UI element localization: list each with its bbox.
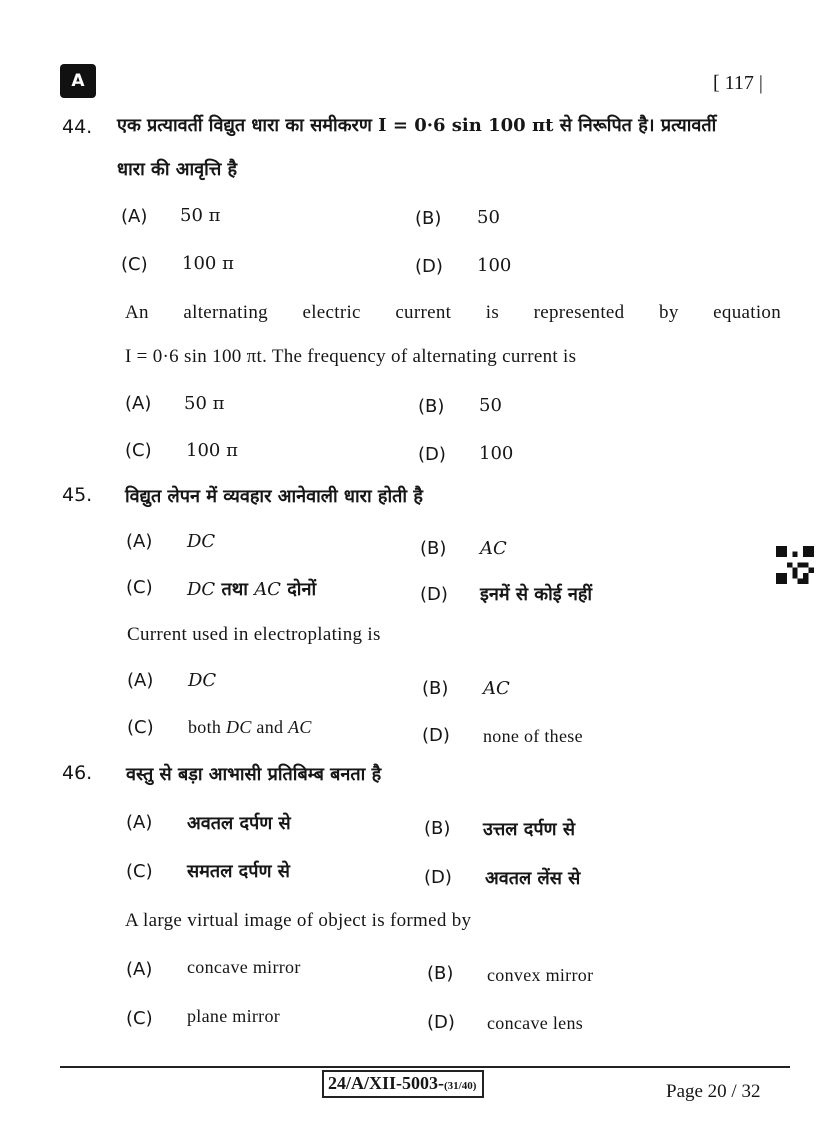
question-number: 45. — [62, 484, 93, 506]
question-text-english-cont: I = 0·6 sin 100 πt. The frequency of alternating current is — [125, 346, 577, 367]
option-text: इनमें से कोई नहीं — [480, 584, 593, 605]
option-text: 50 — [477, 207, 500, 228]
option-text — [187, 577, 316, 601]
qr-code-icon — [776, 546, 814, 584]
option-text-end: दोनों — [280, 579, 317, 600]
option-label: (C) — [126, 577, 153, 598]
option-text-joiner: तथा — [215, 579, 255, 600]
option-text: अवतल दर्पण से — [187, 813, 291, 834]
option-label: (D) — [427, 1012, 455, 1033]
option-label: (A) — [126, 531, 153, 552]
question-text-hindi: विद्युत लेपन में व्यवहार आनेवाली धारा होती है — [125, 486, 423, 507]
option-label: (D) — [420, 584, 448, 605]
question-number: 44. — [62, 116, 93, 138]
option-text: 50 π — [184, 393, 225, 414]
option-text: समतल दर्पण से — [187, 861, 290, 882]
option-label: (C) — [121, 254, 148, 275]
option-text: 50 π — [180, 205, 221, 226]
option-text: 100 π — [182, 253, 234, 274]
option-text: उत्तल दर्पण से — [483, 819, 576, 840]
question-text-hindi: एक प्रत्यावर्ती विद्युत धारा का समीकरण I = 0·6 sin 100 πt से निरूपित है। प्रत्यावर्ती — [117, 115, 717, 136]
option-text: 100 — [477, 255, 512, 276]
option-label: (C) — [126, 861, 153, 882]
option-label: (A) — [121, 206, 148, 227]
option-text: 50 — [479, 395, 502, 416]
option-text: concave lens — [487, 1013, 584, 1033]
option-label: (B) — [418, 396, 445, 417]
question-text-english: Current used in electroplating is — [127, 624, 381, 645]
option-label: (D) — [415, 256, 443, 277]
option-text: concave mirror — [187, 957, 301, 977]
option-text: none of these — [483, 726, 583, 746]
option-label: (D) — [422, 725, 450, 746]
option-label: (B) — [424, 818, 451, 839]
option-label: (D) — [424, 867, 452, 888]
question-text-hindi: वस्तु से बड़ा आभासी प्रतिबिम्ब बनता है — [126, 764, 382, 785]
option-text-dc: DC — [187, 579, 216, 600]
paper-code-main: 24/A/XII-5003- — [328, 1073, 444, 1093]
question-text-english: A large virtual image of object is formed by — [125, 910, 472, 931]
option-label: (C) — [125, 440, 152, 461]
option-label: (A) — [127, 670, 154, 691]
page-footer: Page 20 / 32 — [666, 1081, 761, 1102]
option-label: (A) — [126, 812, 153, 833]
option-text-ac: AC — [254, 579, 281, 600]
paper-set-badge: A — [60, 64, 96, 98]
option-text-ac: AC — [288, 717, 312, 737]
option-text: 100 — [479, 443, 514, 464]
option-label: (B) — [415, 208, 442, 229]
option-text: AC — [480, 538, 507, 559]
question-text-hindi-cont: धारा की आवृत्ति है — [117, 159, 238, 180]
option-text: DC — [188, 670, 217, 691]
option-label: (C) — [127, 717, 154, 738]
page-number: [ 117 | — [713, 72, 763, 94]
option-text: अवतल लेंस से — [485, 868, 581, 889]
option-label: (B) — [420, 538, 447, 559]
option-text: 100 π — [186, 440, 238, 461]
option-text — [188, 717, 312, 738]
paper-code-suffix: (31/40) — [444, 1080, 477, 1092]
option-text: DC — [187, 531, 216, 552]
paper-code — [322, 1070, 484, 1098]
option-label: (B) — [422, 678, 449, 699]
option-text: AC — [483, 678, 510, 699]
option-text-joiner: and — [251, 717, 289, 737]
option-text-pre: both — [188, 717, 227, 737]
question-number: 46. — [62, 762, 93, 784]
option-label: (D) — [418, 444, 446, 465]
option-label: (B) — [427, 963, 454, 984]
question-text-english: An alternating electric current is represented by equation — [125, 302, 781, 323]
option-text: plane mirror — [187, 1006, 281, 1026]
option-label: (A) — [126, 959, 153, 980]
option-label: (C) — [126, 1008, 153, 1029]
option-label: (A) — [125, 393, 152, 414]
footer-rule — [60, 1066, 790, 1068]
option-text-dc: DC — [226, 717, 252, 737]
option-text: convex mirror — [487, 965, 594, 985]
